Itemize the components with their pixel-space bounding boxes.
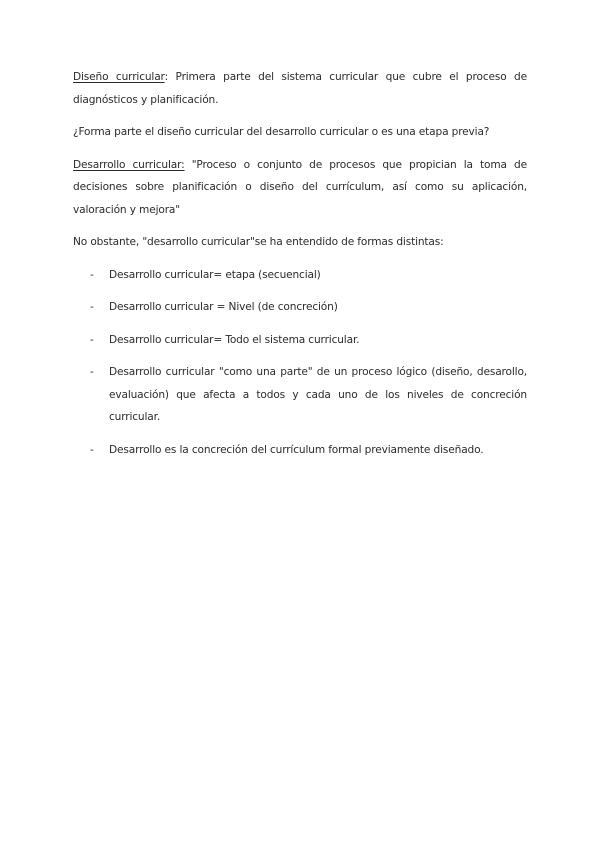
list-item-text: Desarrollo curricular "como una parte" de un proceso lógico (diseño, desarollo, evaluación) que afecta a todos y cada uno de los niveles de concreción curricular. bbox=[109, 366, 527, 423]
list-item bbox=[73, 439, 527, 462]
term-diseno-curricular: Diseño curricular bbox=[73, 71, 165, 83]
intro-text: No obstante, "desarrollo curricular"se ha entendido de formas distintas: bbox=[73, 236, 444, 248]
term-desarrollo-curricular: Desarrollo curricular: bbox=[73, 158, 185, 171]
list-bullet: - bbox=[90, 366, 94, 378]
list-bullet: - bbox=[90, 268, 94, 281]
definition-text: "Proceso o conjunto de procesos que propician la toma de decisiones sobre planificación o diseño del currículum, así como su aplicación, valoración y mejora" bbox=[73, 158, 527, 216]
list-item bbox=[73, 296, 527, 319]
list-bullet: - bbox=[90, 443, 94, 456]
definition-text: : Primera parte del sistema curricular que cubre el proceso de diagnósticos y planificación. bbox=[73, 71, 527, 106]
list-item-text: Desarrollo curricular = Nivel (de concreción) bbox=[109, 301, 338, 313]
question-paragraph bbox=[73, 121, 527, 144]
intro-paragraph bbox=[73, 231, 527, 254]
definition-desarrollo-curricular bbox=[73, 154, 527, 222]
definition-diseno-curricular bbox=[73, 66, 527, 111]
meanings-list bbox=[73, 264, 527, 462]
list-bullet: - bbox=[90, 301, 94, 313]
document-page bbox=[73, 66, 527, 471]
list-bullet: - bbox=[90, 333, 94, 346]
list-item-text: Desarrollo es la concreción del currículum formal previamente diseñado. bbox=[109, 443, 484, 456]
list-item bbox=[73, 361, 527, 429]
list-item-text: Desarrollo curricular= etapa (secuencial) bbox=[109, 268, 321, 281]
list-item bbox=[73, 264, 527, 287]
list-item-text: Desarrollo curricular= Todo el sistema curricular. bbox=[109, 333, 360, 346]
question-text: ¿Forma parte el diseño curricular del desarrollo curricular o es una etapa previa? bbox=[73, 126, 490, 138]
list-item bbox=[73, 329, 527, 352]
